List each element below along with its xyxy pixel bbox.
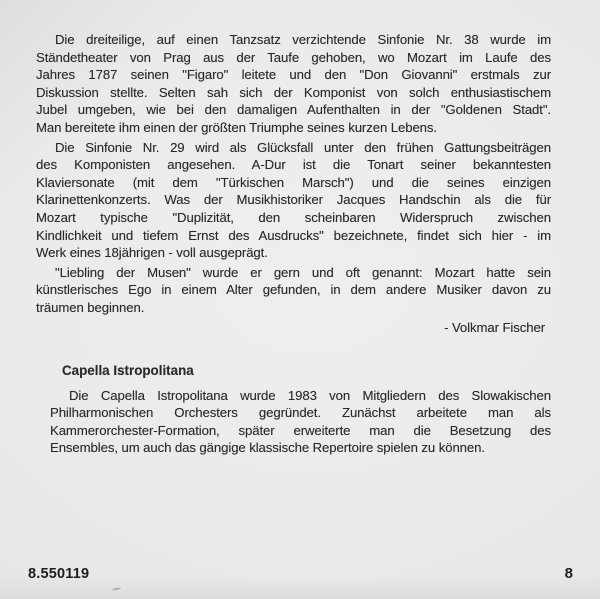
paragraph-liebling-der-musen: [36, 264, 551, 317]
text-line: Klaviersonate (mit dem "Türkischen Marsch") und die seines einzigen: [36, 174, 551, 190]
text-line: Jubel umgeben, wie bei den damaligen Aufenthalten in der "Goldenen Stadt".: [36, 102, 551, 118]
paragraph-sinfonie-29: [36, 139, 551, 262]
author-attribution: - Volkmar Fischer: [444, 319, 545, 335]
text-line: Jahres 1787 seinen "Figaro" leitete und den "Don Giovanni" erstmals zur: [36, 67, 551, 83]
text-line: Werk eines 18jährigen - voll ausgeprägt.: [36, 245, 268, 261]
catalog-number: 8.550119: [28, 566, 90, 582]
text-line: Man bereitete ihm einen der größten Triumphe seines kurzen Lebens.: [36, 119, 437, 135]
scan-speck-artifact: [112, 587, 121, 591]
ensemble-section: [50, 362, 551, 457]
page-number: 8: [564, 565, 573, 582]
essay-text-block: [36, 31, 551, 459]
section-heading-capella-istropolitana: Capella Istropolitana: [62, 363, 194, 379]
text-line: Mozart typische "Duplizität, den scheinbaren Widerspruch zwischen: [36, 209, 551, 225]
text-line: Die dreiteilige, auf einen Tanzsatz verzichtende Sinfonie Nr. 38 wurde im: [55, 32, 551, 47]
text-line: träumen beginnen.: [36, 299, 145, 315]
text-line: Ständetheater von Prag aus der Taufe gehoben, wo Mozart im Laufe des: [36, 49, 551, 65]
text-line: Kindlichkeit und tiefem Ernst des Ausdrucks" bezeichnete, findet sich hier - im: [36, 227, 551, 243]
text-line: "Liebling der Musen" wurde er gern und oft genannt: Mozart hatte sein: [55, 264, 551, 280]
text-line: Klarinettenkonzerts. Was der Musikhistoriker Jacques Handschin als die für: [36, 192, 551, 208]
paragraph-sinfonie-38: [36, 31, 551, 137]
text-line: Die Capella Istropolitana wurde 1983 von Mitgliedern des Slowakischen: [69, 387, 551, 403]
text-line: künstlerisches Ego in einem Alter gefunden, in dem andere Musiker davon zu: [36, 282, 551, 298]
paragraph-capella-istropolitana: [50, 387, 551, 457]
text-line: Kammerorchester-Formation, später erweiterte man die Besetzung des: [50, 422, 551, 438]
text-line: Die Sinfonie Nr. 29 wird als Glücksfall unter den frühen Gattungsbeiträgen: [55, 139, 551, 155]
text-line: Philharmonischen Orchesters gegründet. Zunächst arbeitete man als: [50, 405, 551, 421]
text-line: des Komponisten angesehen. A-Dur ist die Tonart seiner bekanntesten: [36, 157, 551, 173]
text-line: Ensembles, um auch das gängige klassische Repertoire spielen zu können.: [50, 440, 485, 456]
text-line: Diskussion stellte. Selten sah sich der Komponist von solch enthusiastischem: [36, 84, 551, 100]
